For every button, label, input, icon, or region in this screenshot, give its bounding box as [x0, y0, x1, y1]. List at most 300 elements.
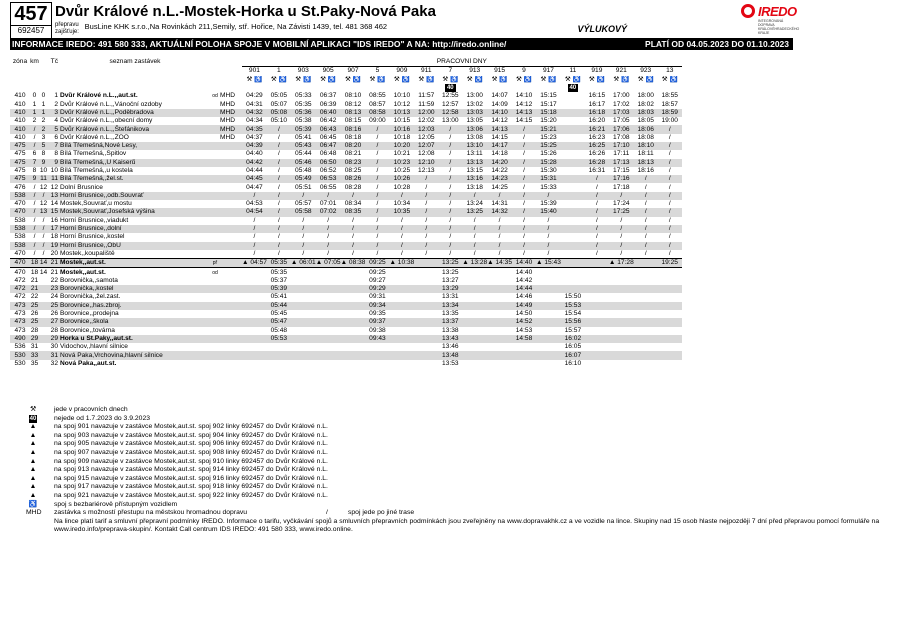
time-cell: / — [498, 233, 501, 241]
time-cell — [316, 335, 341, 343]
time-cell: 14:49 — [512, 302, 536, 310]
time-cell: 06:40 — [316, 109, 341, 117]
legend-symbol — [26, 415, 40, 424]
time-cell: / — [595, 216, 598, 224]
time-cell: / — [620, 233, 623, 241]
time-cell: 13:05 — [466, 117, 483, 125]
spacer-cell — [220, 84, 242, 92]
time-cell: 14:32 — [487, 208, 512, 216]
time-cell: / — [242, 225, 267, 233]
time-cell: 18:05 — [637, 117, 654, 125]
time-cell: 10:18 — [393, 133, 411, 141]
time-cell — [585, 268, 609, 277]
time-cell: / — [400, 249, 403, 257]
km-cell: 25 — [30, 301, 39, 309]
stop-order-cell: 30 — [50, 343, 58, 351]
time-cell — [487, 302, 512, 310]
time-cell: 15:33 — [540, 183, 557, 191]
time-cell: 05:35 — [267, 259, 291, 268]
trip-number: 5 — [375, 67, 380, 75]
stop-order-cell: 18 — [50, 233, 58, 241]
arr-dep-cell: od — [210, 268, 220, 277]
carrier-label: přepravu zajišťuje: — [55, 22, 79, 35]
stop-name-cell: Dvůr Králové n.L.,,Poděbradova — [60, 109, 210, 117]
time-cell — [316, 351, 341, 359]
time-cell: 16:18 — [585, 109, 609, 117]
table-row — [10, 208, 682, 216]
time-cell: / — [400, 233, 403, 241]
time-cell: 12:02 — [418, 117, 435, 125]
time-cell: 15:21 — [536, 125, 561, 133]
time-cell: 15:40 — [536, 208, 561, 216]
time-cell: 05:48 — [270, 326, 288, 334]
time-cell — [536, 310, 561, 318]
time-cell: 18:08 — [637, 133, 654, 141]
zone-cell: 530 — [10, 351, 30, 359]
time-cell — [414, 318, 438, 326]
time-cell: 17:02 — [613, 100, 630, 108]
time-cell: 09:37 — [365, 318, 389, 326]
time-cell: / — [438, 192, 462, 200]
time-cell: 09:43 — [365, 335, 389, 343]
time-cell: 14:15 — [491, 133, 508, 141]
stop-order-cell: 12 — [50, 183, 58, 191]
time-cell: / — [327, 216, 330, 224]
time-cell: 15:31 — [536, 175, 561, 183]
time-cell: 14:07 — [491, 92, 508, 100]
time-cell — [389, 302, 414, 310]
time-cell: / — [438, 159, 462, 167]
time-cell: 18:00 — [637, 92, 654, 100]
time-cell: 15:57 — [564, 326, 582, 334]
stop-order-cell: 26 — [50, 310, 58, 318]
legend-text: na spoj 905 navazuje v zastávce Mostek,aut.st. spoj 906 linky 692457 do Dvůr Králové n.L. — [54, 440, 328, 448]
time-cell — [536, 302, 561, 310]
time-cell — [242, 302, 267, 310]
time-cell: / — [585, 208, 609, 216]
mhd-cell — [220, 217, 242, 225]
arr-dep-cell — [210, 318, 220, 326]
mhd-cell — [220, 183, 242, 191]
working-days-wheelchair-icon: ⚒ ♿ — [246, 75, 263, 83]
time-cell — [487, 268, 512, 277]
km-cell: / — [30, 192, 39, 200]
time-cell: / — [634, 208, 658, 216]
time-cell: 15:30 — [540, 167, 557, 174]
time-cell — [634, 285, 658, 293]
legend-symbol: ▲ — [29, 440, 37, 448]
arr-dep-cell — [210, 109, 220, 117]
time-cell: 08:18 — [344, 133, 362, 141]
time-cell: 08:35 — [341, 208, 366, 216]
time-cell: 13:25 — [438, 268, 462, 277]
km2-cell: / — [42, 216, 45, 224]
zone-cell: 470 — [10, 208, 30, 216]
time-cell — [365, 351, 389, 359]
km2-cell: 11 — [40, 175, 47, 183]
time-cell — [389, 318, 414, 326]
time-cell: 18:06 — [634, 125, 658, 133]
table-row — [10, 285, 682, 293]
time-cell: 05:35 — [295, 100, 312, 108]
time-cell: 18:59 — [658, 109, 682, 117]
stop-order-cell: 32 — [50, 359, 58, 367]
stop-order-cell: 19 — [48, 242, 60, 250]
trip-number: 907 — [347, 67, 359, 75]
time-cell: / — [365, 159, 389, 167]
time-cell: 14:13 — [487, 125, 512, 133]
km2-cell: / — [39, 242, 48, 250]
stop-order-cell: 27 — [48, 318, 60, 326]
time-cell — [316, 268, 341, 277]
time-cell — [291, 335, 316, 343]
trip-tag — [316, 84, 341, 92]
km2-cell: 3 — [41, 133, 46, 141]
spacer-cell — [10, 76, 30, 84]
time-cell: / — [523, 183, 525, 191]
time-cell: / — [634, 242, 658, 250]
time-cell — [561, 192, 585, 200]
time-cell — [487, 327, 512, 335]
time-cell: 14:12 — [491, 117, 508, 125]
km-cell: 21 — [30, 285, 39, 293]
time-cell: 17:18 — [613, 183, 630, 191]
legend-text: na spoj 901 navazuje v zastávce Mostek,aut.st. spoj 902 linky 692457 do Dvůr Králové n.L. — [54, 423, 328, 431]
time-cell: 16:31 — [588, 167, 606, 174]
table-row — [10, 302, 682, 310]
time-cell: / — [365, 242, 389, 250]
mhd-cell: MHD — [220, 117, 236, 125]
legend-symbol: ▲ — [29, 423, 37, 431]
time-cell: 17:03 — [609, 109, 634, 117]
table-row — [10, 343, 682, 351]
time-cell: 08:10 — [344, 92, 362, 100]
spacer-cell — [48, 67, 60, 76]
time-cell: 10:20 — [389, 142, 414, 150]
arr-dep-cell — [210, 200, 220, 208]
time-cell: / — [658, 208, 682, 216]
stop-name-cell: Horní Brusnice,,dolní — [60, 225, 210, 233]
time-cell — [414, 343, 438, 351]
table-row — [10, 92, 682, 100]
zone-cell: 475 — [10, 175, 30, 183]
time-cell: 16:17 — [588, 100, 606, 108]
km-cell: 2 — [32, 117, 37, 125]
time-cell: 13:34 — [438, 302, 462, 310]
km-cell: / — [33, 133, 36, 141]
time-cell: 04:47 — [246, 183, 263, 191]
time-cell: / — [658, 242, 682, 250]
time-cell — [634, 343, 658, 351]
time-cell: 15:26 — [540, 150, 557, 158]
mhd-cell — [220, 310, 242, 318]
time-cell: / — [277, 167, 280, 174]
time-cell: / — [425, 233, 428, 241]
mhd-cell: MHD — [220, 100, 236, 108]
time-cell — [561, 208, 585, 216]
time-cell — [414, 268, 438, 277]
arr-dep-cell: př — [210, 259, 220, 268]
time-cell — [585, 310, 609, 318]
time-cell — [634, 327, 658, 335]
time-cell — [658, 318, 682, 326]
time-cell — [561, 217, 585, 225]
zone-cell: 473 — [10, 318, 30, 326]
time-cell: / — [341, 192, 366, 200]
spacer-cell — [60, 67, 210, 76]
arr-dep-cell: od — [212, 93, 218, 100]
time-cell — [536, 335, 561, 343]
time-cell — [561, 134, 585, 142]
time-cell: 10:10 — [393, 92, 411, 100]
time-cell — [585, 259, 609, 268]
time-cell: 16:15 — [588, 92, 606, 100]
time-cell — [389, 335, 414, 343]
time-cell: 13:02 — [466, 100, 483, 108]
time-cell — [341, 268, 366, 277]
time-cell: / — [389, 192, 414, 200]
time-cell: 13:48 — [438, 351, 462, 359]
time-cell: / — [473, 249, 476, 257]
zone-cell: 538 — [14, 233, 26, 241]
logo-ring-icon — [741, 4, 755, 18]
time-cell: / — [473, 216, 476, 224]
time-cell: 05:39 — [291, 125, 316, 133]
arr-dep-cell — [210, 343, 220, 351]
time-cell: / — [449, 216, 452, 224]
mhd-cell: MHD — [220, 92, 236, 100]
trip-number: 913 — [469, 67, 481, 75]
time-cell: 10:26 — [389, 175, 414, 183]
time-cell — [561, 200, 585, 208]
time-cell: / — [585, 242, 609, 250]
arr-dep-cell — [210, 285, 220, 293]
time-cell — [414, 360, 438, 368]
time-cell: 06:37 — [319, 92, 337, 100]
time-cell — [341, 293, 366, 301]
stop-name-cell: Horní Brusnice,,viadukt — [60, 216, 129, 224]
time-cell: ▲ 06:01 — [290, 259, 316, 267]
time-cell: 12:07 — [414, 142, 438, 150]
timetable-page — [10, 2, 745, 38]
km-cell: 7 — [30, 159, 39, 167]
zone-cell: 470 — [10, 259, 30, 268]
time-cell — [341, 360, 366, 368]
time-cell: 17:16 — [609, 175, 634, 183]
km-cell: 33 — [30, 351, 39, 359]
time-cell — [609, 335, 634, 343]
legend-symbol: ⚒ — [29, 406, 37, 413]
time-cell — [561, 242, 585, 250]
km2-cell: / — [39, 192, 48, 200]
time-cell — [291, 293, 316, 301]
legend — [26, 406, 896, 535]
time-cell: / — [668, 150, 671, 158]
arr-dep-cell — [210, 208, 220, 216]
time-cell: / — [316, 192, 341, 200]
time-cell — [365, 343, 389, 351]
time-cell: / — [267, 159, 291, 167]
km2-cell: 10 — [39, 167, 48, 174]
time-cell — [658, 327, 682, 335]
time-cell: 14:09 — [491, 100, 508, 108]
zone-cell: 410 — [14, 117, 26, 125]
working-days-wheelchair-icon: ⚒ ♿ — [418, 75, 435, 83]
arr-dep-cell — [210, 242, 220, 250]
km2-cell — [39, 310, 48, 318]
time-cell: 17:25 — [609, 208, 634, 216]
trip-tag-badge: 40 — [446, 85, 454, 92]
info-bar — [10, 38, 793, 50]
time-cell: 10:21 — [393, 150, 411, 158]
time-cell — [389, 351, 414, 359]
time-cell: / — [658, 142, 682, 150]
time-cell — [658, 335, 682, 343]
time-cell: / — [512, 242, 536, 250]
time-cell: / — [438, 242, 462, 250]
arr-dep-cell — [210, 233, 220, 241]
spacer-cell — [210, 76, 220, 84]
time-cell: 18:57 — [661, 100, 678, 108]
time-cell: / — [291, 242, 316, 250]
time-cell: 15:56 — [561, 318, 585, 326]
time-cell — [609, 268, 634, 277]
km2-cell — [39, 277, 48, 285]
legend-symbol: ▲ — [29, 457, 37, 465]
spacer-cell — [30, 76, 39, 84]
arr-dep-cell — [210, 310, 220, 318]
timetable-header — [10, 2, 745, 38]
time-cell: 08:13 — [341, 109, 366, 117]
trip-tag — [487, 84, 512, 92]
stop-name-cell: Dvůr Králové n.L.,,obecní domy — [60, 117, 153, 125]
arr-dep-cell — [210, 327, 220, 335]
zone-cell: 410 — [10, 125, 30, 133]
time-cell — [242, 351, 267, 359]
trip-tag — [512, 84, 536, 92]
km2-cell: 0 — [41, 92, 46, 100]
time-cell: 04:34 — [246, 117, 263, 125]
stop-name-cell: Borovnička,,žel.zast. — [60, 293, 121, 301]
km2-cell: / — [42, 249, 45, 257]
zone-cell: 476 — [14, 183, 26, 191]
time-cell — [316, 293, 341, 301]
km2-cell: 1 — [41, 100, 46, 108]
time-cell — [341, 343, 366, 351]
time-cell: / — [376, 200, 379, 208]
time-cell: / — [277, 150, 280, 158]
time-cell — [585, 335, 609, 343]
zone-cell: 475 — [10, 142, 30, 150]
trip-tag — [609, 84, 634, 92]
time-cell: 14:50 — [515, 310, 533, 318]
time-cell: 16:25 — [585, 142, 609, 150]
time-cell: 13:25 — [438, 259, 462, 268]
km2-cell: 14 — [39, 268, 48, 276]
arr-dep-cell — [210, 159, 220, 167]
time-cell: / — [585, 192, 609, 200]
time-cell: 06:43 — [316, 125, 341, 133]
working-days-wheelchair-icon: ⚒ ♿ — [564, 75, 581, 83]
arr-dep-cell — [210, 183, 220, 191]
time-cell: / — [462, 225, 487, 233]
time-cell: / — [425, 200, 428, 208]
stop-order-cell: 13 — [48, 192, 60, 200]
time-cell — [341, 302, 366, 310]
time-cell: 10:16 — [389, 125, 414, 133]
stop-name-cell: Borovnička,,samota — [60, 276, 118, 284]
time-cell: / — [389, 225, 414, 233]
time-cell: 14:15 — [515, 117, 533, 125]
mhd-cell — [220, 360, 242, 368]
logo-name: IREDO — [758, 4, 797, 19]
info-bar-contact: INFORMACE IREDO: 491 580 333, AKTUÁLNÍ POLOHA SPOJE V MOBILNÍ APLIKACI "IDS IREDO" A NA: http://iredo.online/ — [12, 39, 507, 49]
time-cell: / — [365, 225, 389, 233]
time-cell: 13:00 — [442, 117, 459, 125]
stop-name-cell: Bílá Třemešná,,Špitlov — [60, 150, 127, 158]
time-cell — [609, 318, 634, 326]
trip-tag — [438, 84, 462, 92]
time-cell — [316, 277, 341, 285]
time-cell — [609, 285, 634, 293]
mhd-cell — [220, 285, 242, 293]
time-cell: 05:08 — [267, 109, 291, 117]
stop-name-cell: Dvůr Králové n.L.,,Štefánikova — [60, 125, 210, 133]
time-cell — [536, 343, 561, 351]
time-cell — [341, 351, 366, 359]
zone-cell: 475 — [14, 150, 26, 158]
mhd-cell — [220, 208, 242, 216]
time-cell: 05:45 — [270, 310, 288, 318]
working-days-wheelchair-icon: ⚒ ♿ — [393, 75, 410, 83]
detour-label: VÝLUKOVÝ — [577, 24, 627, 34]
time-cell — [609, 360, 634, 368]
time-cell: 09:25 — [365, 268, 389, 277]
stop-name-cell: Mostek,,aut.st. — [60, 259, 210, 268]
time-cell — [561, 92, 585, 100]
time-cell — [609, 310, 634, 318]
mhd-cell — [220, 233, 242, 241]
mhd-cell — [220, 335, 242, 343]
km2-cell — [39, 360, 48, 368]
time-cell: 17:00 — [613, 92, 630, 100]
km2-cell — [39, 351, 48, 359]
time-cell: / — [473, 233, 476, 241]
time-cell: 13:43 — [438, 335, 462, 343]
trip-number: 911 — [421, 67, 432, 75]
time-cell: / — [438, 225, 462, 233]
time-cell — [462, 327, 487, 335]
time-cell: / — [277, 133, 280, 141]
stop-order-cell: 21 — [48, 259, 60, 268]
km2-cell: 8 — [41, 150, 46, 158]
time-cell — [585, 343, 609, 351]
time-cell — [316, 310, 341, 318]
time-cell: / — [449, 249, 452, 257]
time-cell: 05:41 — [270, 293, 288, 301]
stop-name-cell: Bílá Třemešná,,žel.st. — [60, 175, 210, 183]
time-cell: 13:18 — [466, 183, 483, 191]
zone-cell: 536 — [14, 343, 26, 351]
time-cell: / — [449, 200, 452, 208]
time-cell: / — [267, 142, 291, 150]
time-cell — [341, 327, 366, 335]
time-cell: / — [644, 183, 647, 191]
arr-dep-cell — [210, 217, 220, 225]
time-cell: 17:13 — [609, 159, 634, 167]
legend-text: na spoj 907 navazuje v zastávce Mostek,aut.st. spoj 908 linky 692457 do Dvůr Králové n.L. — [54, 448, 328, 456]
time-cell: / — [438, 125, 462, 133]
